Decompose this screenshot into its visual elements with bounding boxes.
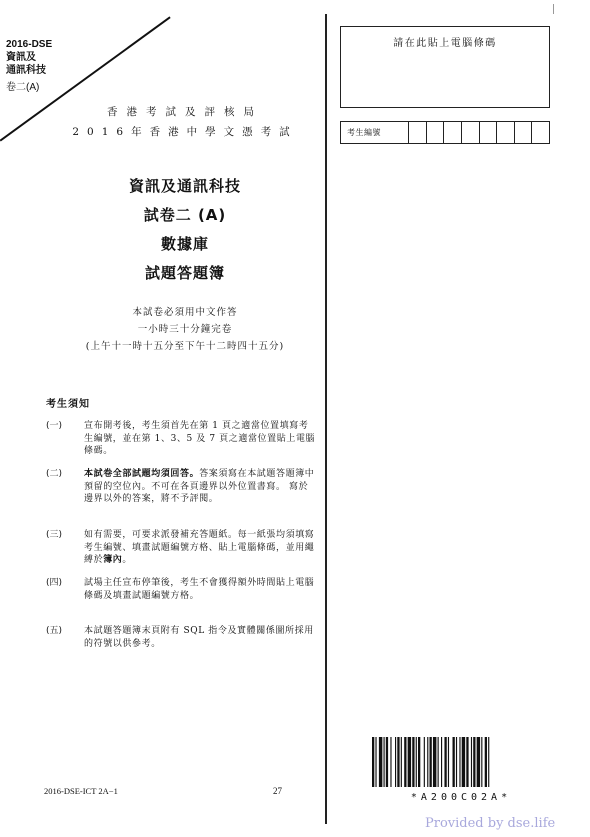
- title-block: [40, 172, 330, 288]
- candidate-number-cell[interactable]: [532, 122, 549, 143]
- candidate-number-cell[interactable]: [462, 122, 480, 143]
- watermark: Provided by dse.life: [425, 816, 556, 831]
- barcode-bar: [427, 737, 428, 787]
- duration-note: 一小時三十分鐘完卷: [137, 324, 233, 335]
- corner-line-3: 通訊科技: [6, 65, 46, 76]
- footer-paper-code: 2016-DSE-ICT 2A−1: [44, 786, 118, 796]
- barcode-sticker-label: 請在此貼上電腦條碼: [393, 38, 497, 49]
- notice-item-2: [46, 468, 316, 506]
- notice-number: (二): [46, 469, 63, 479]
- barcode-bar: [477, 737, 480, 787]
- notice-item-5: [46, 625, 316, 650]
- barcode-bar: [401, 737, 402, 787]
- barcode-text: *A200C02A*: [410, 792, 512, 803]
- candidate-number-cell[interactable]: [480, 122, 498, 143]
- notice-number: (一): [46, 421, 63, 431]
- candidate-number-cell[interactable]: [515, 122, 533, 143]
- booklet-title: 試題答題簿: [144, 264, 225, 282]
- barcode-bar: [430, 737, 432, 787]
- barcode-bar: [416, 737, 417, 787]
- barcode-bar: [481, 737, 482, 787]
- notice-bold-text: 本試卷全部試題均須回答。: [84, 469, 200, 479]
- corner-tick-mark: [553, 4, 554, 14]
- notice-item-1: [46, 420, 316, 458]
- notice-bold-text: 簿內: [103, 555, 123, 565]
- notice-number: (四): [46, 578, 63, 588]
- barcode-bar: [412, 737, 414, 787]
- notice-item-3: [46, 529, 316, 567]
- notice-heading: 考生須知: [46, 399, 90, 410]
- notice-text: 本試題答題簿末頁附有 SQL 指令及實體關係圖所採用的符號以供參考。: [84, 626, 314, 649]
- barcode-bar: [395, 737, 396, 787]
- candidate-number-box: [340, 121, 550, 144]
- barcode-bar: [386, 737, 388, 787]
- barcode-bar: [384, 737, 385, 787]
- exam-authority: [40, 102, 330, 142]
- candidate-number-label: 考生編號: [341, 122, 409, 143]
- barcode-bar: [462, 737, 465, 787]
- barcode-bar: [397, 737, 399, 787]
- barcode-bar: [444, 737, 446, 787]
- barcode-bar: [418, 737, 420, 787]
- language-note: 本試卷必須用中文作答: [132, 307, 238, 318]
- corner-line-2: 資訊及: [6, 52, 36, 63]
- notice-item-4: [46, 577, 316, 602]
- barcode-bar: [485, 737, 487, 787]
- candidate-number-cell[interactable]: [409, 122, 427, 143]
- barcode-bar: [375, 737, 376, 787]
- barcode-image: [372, 737, 550, 787]
- barcode-bar: [473, 737, 475, 787]
- barcode-bar: [404, 737, 406, 787]
- notice-number: (三): [46, 530, 63, 540]
- notice-text: [84, 468, 316, 506]
- paper-title: 試卷二 (A): [143, 206, 227, 224]
- barcode-bar: [453, 737, 455, 787]
- notice-text: [84, 529, 316, 567]
- barcode-bar: [424, 737, 425, 787]
- exam-name: 2016年香港中學文憑考試: [72, 126, 298, 138]
- notice-text: 宣布開考後，考生須首先在第 1 頁之適當位置填寫考生編號，並在第 1、3、5 及 7 頁之適當位置貼上電腦條碼。: [84, 421, 316, 456]
- candidate-number-cell[interactable]: [497, 122, 515, 143]
- barcode-bar: [488, 737, 489, 787]
- barcode-bar: [441, 737, 442, 787]
- exam-info: [40, 304, 330, 355]
- barcode-bar: [466, 737, 468, 787]
- barcode-bar: [372, 737, 374, 787]
- barcode-bar: [438, 737, 439, 787]
- margin-vertical-line: [325, 14, 327, 824]
- topic-title: 數據庫: [160, 235, 209, 253]
- barcode-bar: [408, 737, 411, 787]
- notice-number: (五): [46, 626, 63, 636]
- notice-body-text: 答案須寫在本試題答題簿中預留的空位內。不可在各頁邊界以外位置書寫。 寫於邊界以外的答案，將不予評閱。: [84, 469, 315, 504]
- candidate-number-cell[interactable]: [444, 122, 462, 143]
- barcode-bar: [448, 737, 449, 787]
- barcode-bar: [433, 737, 436, 787]
- page-number: 27: [273, 786, 282, 796]
- candidate-number-cell[interactable]: [427, 122, 445, 143]
- notice-tail-text: 。: [122, 555, 133, 565]
- barcode-bar: [459, 737, 460, 787]
- corner-paper-code: [6, 38, 52, 94]
- corner-line-4: 卷二(A): [6, 82, 40, 93]
- corner-line-1: 2016-DSE: [6, 39, 53, 50]
- time-note: (上午十一時十五分至下午十二時四十五分): [85, 341, 285, 352]
- barcode-bar: [471, 737, 472, 787]
- authority-name: 香港考試及評核局: [107, 106, 263, 118]
- notice-body-text: 如有需要，可要求派發補充答題紙。每一紙張均須填寫考生編號、填畫試題編號方格、貼上電腦條碼，並用繩縛於: [84, 530, 315, 565]
- barcode-bar: [456, 737, 457, 787]
- barcode-bar: [379, 737, 382, 787]
- barcode-bar: [390, 737, 391, 787]
- subject-title: 資訊及通訊科技: [128, 177, 241, 195]
- notice-text: 試場主任宣布停筆後，考生不會獲得額外時間貼上電腦條碼及填畫試題編號方格。: [84, 578, 315, 601]
